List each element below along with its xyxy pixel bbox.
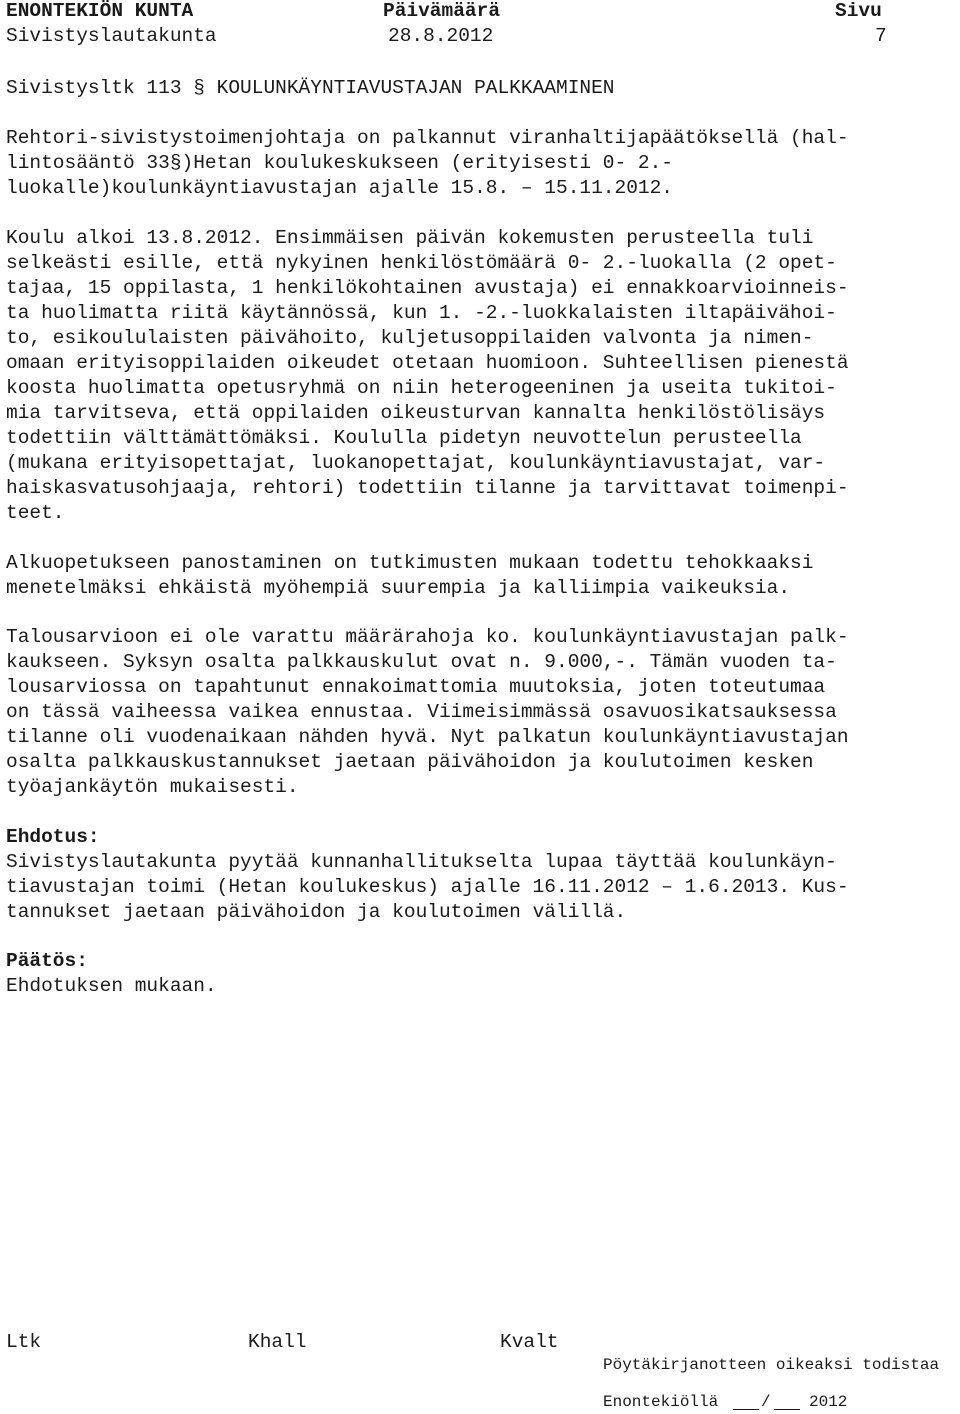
text-line: lousarviossa on tapahtunut ennakoimattomia muutoksia, joten toteutumaa [6, 676, 826, 698]
text-line: todettiin välttämättömäksi. Koululla pidetyn neuvottelun perusteella [6, 427, 802, 449]
text-line: tajaa, 15 oppilasta, 1 henkilökohtainen avustaja) ei ennakkoarvioinneis- [6, 277, 849, 299]
month-blank [774, 1409, 800, 1410]
text-line: työajankäytön mukaisesti. [6, 776, 299, 798]
text-line: lintosääntö 33§)Hetan koulukeskukseen (erityisesti 0- 2.- [6, 152, 674, 174]
place-label: Enontekiöllä [603, 1393, 719, 1411]
date-label: Päivämäärä [383, 0, 501, 22]
text-line: tiavustajan toimi (Hetan koulukeskus) ajalle 16.11.2012 – 1.6.2013. Kus- [6, 876, 849, 898]
item-heading: Sivistysltk 113 § KOULUNKÄYNTIAVUSTAJAN PALKKAAMINEN [6, 77, 615, 99]
text-line: omaan erityisoppilaiden oikeudet otetaan huomioon. Suhteellisen pienestä [6, 352, 849, 374]
text-line: haiskasvatusohjaaja, rehtori) todettiin tilanne ja tarvittavat toimenpi- [6, 477, 849, 499]
text-line: Rehtori-sivistystoimenjohtaja on palkannut viranhaltijapäätöksellä (hal- [6, 127, 849, 149]
text-line: tannukset jaetaan päivähoidon ja koulutoimen välillä. [6, 901, 627, 923]
page-label: Sivu [835, 0, 882, 22]
text-line: (mukana erityisopettajat, luokanopettajat, koulunkäyntiavustajat, var- [6, 452, 826, 474]
text-line: luokalle)koulunkäyntiavustajan ajalle 15.8. – 15.11.2012. [6, 177, 674, 199]
day-blank [733, 1409, 759, 1410]
text-line: Sivistyslautakunta pyytää kunnanhallitukselta lupaa täyttää koulunkäyn- [6, 851, 837, 873]
text-line: menetelmäksi ehkäistä myöhempiä suurempia ja kalliimpia vaikeuksia. [6, 577, 791, 599]
page-number: 7 [875, 25, 887, 47]
text-line: koosta huolimatta opetusryhmä on niin heterogeeninen ja useita tukitoi- [6, 377, 837, 399]
footer-year: 2012 [809, 1393, 848, 1411]
certification-text: Pöytäkirjanotteen oikeaksi todistaa [603, 1356, 940, 1374]
text-line: Alkuopetukseen panostaminen on tutkimusten mukaan todettu tehokkaaksi [6, 552, 814, 574]
decision-text: Ehdotuksen mukaan. [6, 975, 217, 997]
footer-khall: Khall [248, 1331, 307, 1353]
text-line: Koulu alkoi 13.8.2012. Ensimmäisen päivän kokemusten perusteella tuli [6, 227, 814, 249]
board-name: Sivistyslautakunta [6, 25, 217, 47]
date-separator: / [761, 1393, 771, 1411]
text-line: teet. [6, 502, 65, 524]
proposal-label: Ehdotus: [6, 826, 100, 848]
organization-name: ENONTEKIÖN KUNTA [6, 0, 194, 22]
text-line: osalta palkkauskustannukset jaetaan päivähoidon ja koulutoimen kesken [6, 751, 814, 773]
text-line: tilanne oli vuodenaikaan nähden hyvä. Nyt palkatun koulunkäyntiavustajan [6, 726, 849, 748]
text-line: Talousarvioon ei ole varattu määrärahoja ko. koulunkäyntiavustajan palk- [6, 626, 849, 648]
text-line: kaukseen. Syksyn osalta palkkauskulut ovat n. 9.000,-. Tämän vuoden ta- [6, 651, 837, 673]
decision-label: Päätös: [6, 950, 88, 972]
text-line: ta huolimatta riitä käytännössä, kun 1. -2.-luokkalaisten iltapäivähoi- [6, 302, 837, 324]
text-line: selkeästi esille, että nykyinen henkilöstömäärä 0- 2.-luokalla (2 opet- [6, 252, 837, 274]
text-line: mia tarvitseva, että oppilaiden oikeusturvan kannalta henkilöstölisäys [6, 402, 826, 424]
text-line: to, esikoululaisten päivähoito, kuljetusoppilaiden valvonta ja nimen- [6, 327, 814, 349]
text-line: on tässä vaiheessa vaikea ennustaa. Viimeisimmässä osavuosikatsauksessa [6, 701, 837, 723]
footer-ltk: Ltk [6, 1331, 42, 1353]
footer-kvalt: Kvalt [500, 1331, 559, 1353]
meeting-date: 28.8.2012 [388, 25, 494, 47]
